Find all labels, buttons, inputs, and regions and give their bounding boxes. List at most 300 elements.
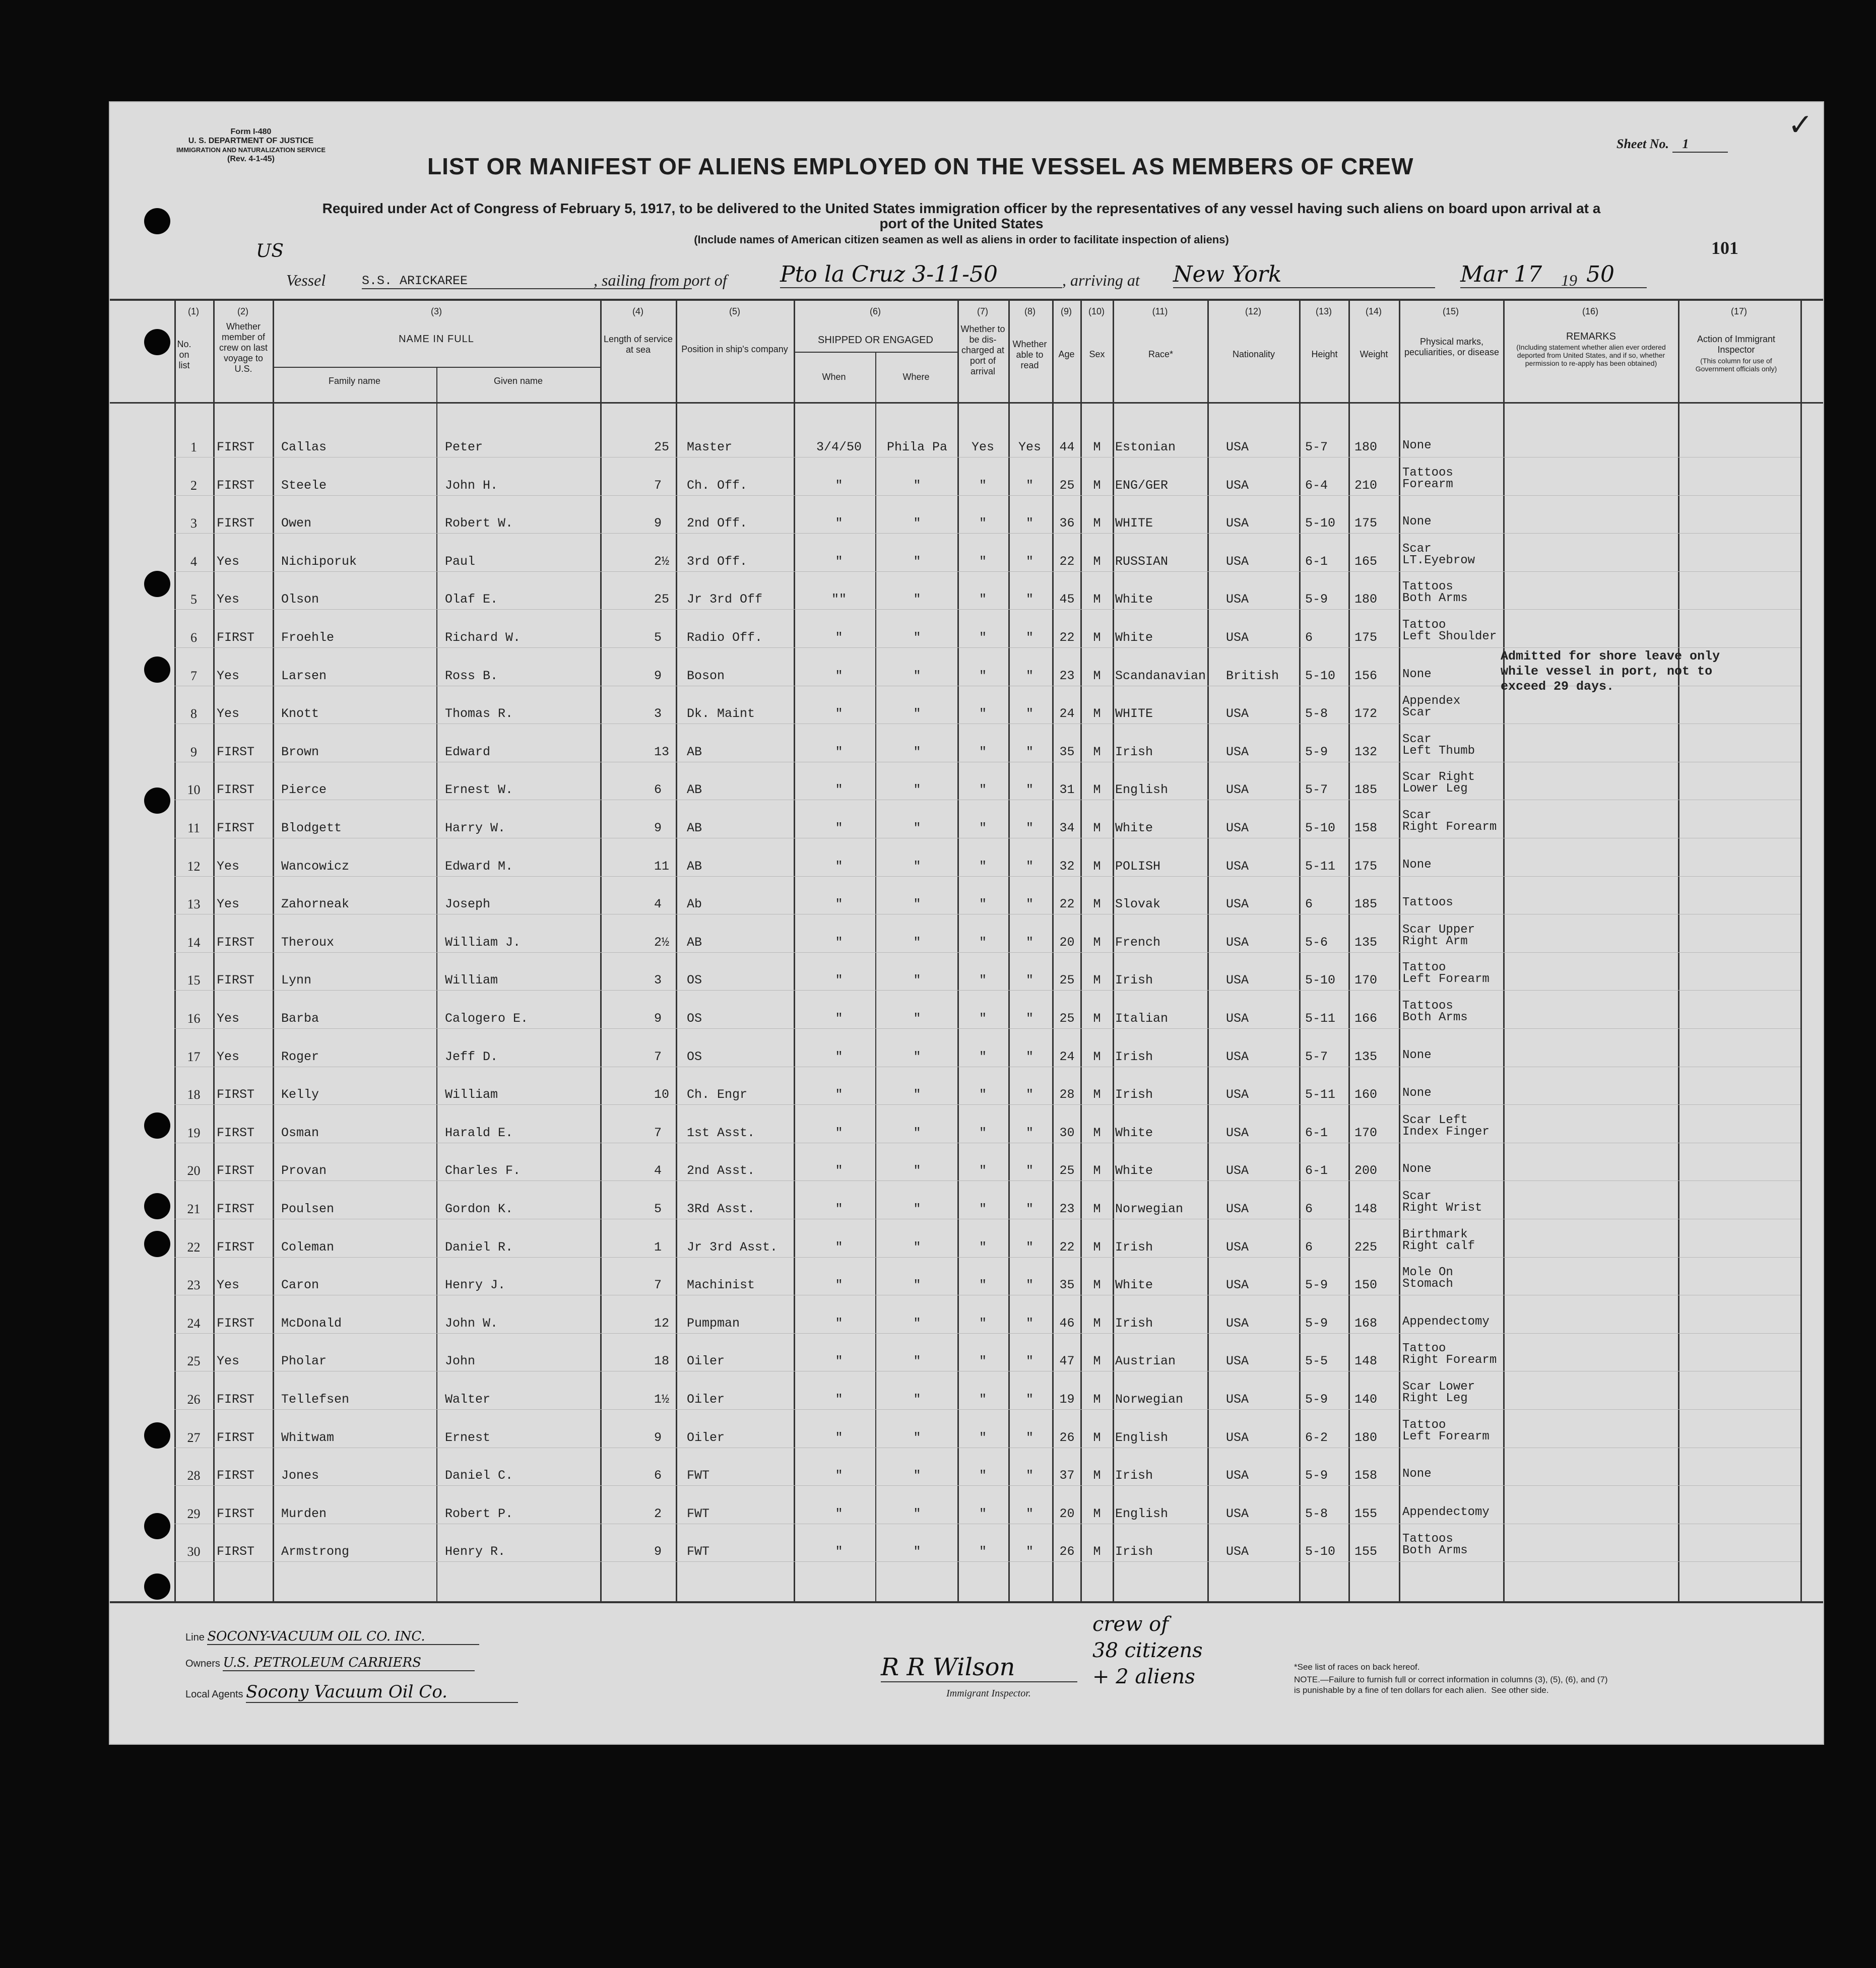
column-number: (2): [237, 306, 248, 316]
family-name-cell: Barba: [281, 1011, 319, 1026]
sex-cell: M: [1093, 1354, 1101, 1369]
service-length-cell: 9: [654, 1544, 662, 1559]
discharged-cell: ": [979, 1354, 987, 1369]
race-cell: French: [1115, 935, 1161, 950]
race-cell: White: [1115, 592, 1153, 607]
position-cell: AB: [687, 821, 702, 835]
age-cell: 24: [1059, 706, 1075, 721]
last-voyage-cell: FIRST: [217, 1239, 255, 1255]
row-number-cell: 4: [190, 554, 197, 569]
nationality-cell: USA: [1226, 744, 1249, 759]
height-cell: 5-9: [1305, 1316, 1328, 1331]
nationality-cell: USA: [1226, 554, 1249, 569]
column-number: (10): [1088, 306, 1105, 316]
family-name-cell: Brown: [281, 744, 319, 759]
able-to-read-cell: ": [1025, 1278, 1033, 1293]
last-voyage-cell: FIRST: [217, 1087, 255, 1102]
shipped-where-cell: ": [913, 1087, 921, 1102]
given-name-cell: Daniel R.: [445, 1239, 513, 1255]
column-rule: [676, 299, 677, 1603]
shipped-where-cell: ": [913, 592, 921, 607]
row-rule: [174, 609, 1800, 610]
shipped-when-cell: ": [835, 1049, 843, 1064]
age-cell: 25: [1059, 478, 1075, 493]
given-name-cell: Ernest: [445, 1430, 491, 1445]
given-name-cell: Thomas R.: [445, 706, 513, 721]
last-voyage-cell: FIRST: [217, 1506, 255, 1521]
height-cell: 6-4: [1305, 478, 1328, 493]
row-number-cell: 13: [187, 897, 201, 912]
age-cell: 46: [1059, 1316, 1075, 1331]
age-cell: 35: [1059, 744, 1075, 759]
discharged-cell: ": [979, 1430, 987, 1445]
age-cell: 37: [1059, 1468, 1075, 1483]
shipped-where-cell: ": [913, 897, 921, 912]
column-number: (3): [431, 306, 442, 316]
race-cell: Norwegian: [1115, 1202, 1184, 1216]
position-cell: FWT: [687, 1468, 710, 1483]
discharged-cell: ": [979, 1087, 987, 1102]
discharged-cell: ": [979, 1049, 987, 1064]
shipped-where-cell: ": [913, 1202, 921, 1216]
sex-cell: M: [1093, 516, 1101, 531]
family-name-cell: Whitwam: [281, 1430, 335, 1445]
weight-cell: 160: [1354, 1087, 1378, 1102]
last-voyage-cell: FIRST: [217, 973, 255, 988]
column-rule: [1348, 299, 1350, 1603]
last-voyage-cell: Yes: [217, 668, 240, 683]
position-cell: 1st Asst.: [687, 1125, 755, 1140]
row-number-cell: 23: [187, 1278, 201, 1293]
punch-hole: [144, 1231, 170, 1257]
race-cell: Irish: [1115, 744, 1153, 759]
position-cell: AB: [687, 782, 702, 798]
height-cell: 6: [1305, 1239, 1313, 1255]
row-rule: [174, 1104, 1800, 1105]
service-name: IMMIGRATION AND NATURALIZATION SERVICE: [176, 146, 326, 154]
family-name-cell: Olson: [281, 592, 319, 607]
shipped-where-cell: ": [913, 554, 921, 569]
nationality-cell: USA: [1226, 630, 1249, 645]
weight-cell: 155: [1354, 1506, 1378, 1521]
age-cell: 45: [1059, 592, 1075, 607]
punch-hole: [144, 1193, 170, 1219]
race-cell: Scandanavian: [1115, 668, 1206, 683]
discharged-cell: ": [979, 1316, 987, 1331]
department: U. S. DEPARTMENT OF JUSTICE: [188, 137, 314, 145]
position-cell: FWT: [687, 1544, 710, 1559]
shipped-when-cell: ": [835, 1011, 843, 1026]
sex-cell: M: [1093, 897, 1101, 912]
nationality-cell: USA: [1226, 859, 1249, 874]
physical-marks-cell: Scar Left Thumb: [1402, 732, 1475, 758]
nationality-cell: USA: [1226, 1125, 1249, 1140]
weight-cell: 170: [1354, 973, 1378, 988]
shipped-when-cell: ": [835, 1544, 843, 1559]
last-voyage-cell: FIRST: [217, 821, 255, 835]
given-name-cell: John: [445, 1354, 476, 1369]
col-header-position: Position in ship's company: [681, 344, 788, 354]
family-name-cell: Coleman: [281, 1239, 335, 1255]
discharged-cell: ": [979, 668, 987, 683]
shipped-when-cell: 3/4/50: [816, 440, 862, 454]
physical-marks-cell: Tattoos Both Arms: [1402, 1532, 1468, 1558]
height-cell: 5-8: [1305, 1506, 1328, 1521]
weight-cell: 180: [1354, 440, 1378, 454]
service-length-cell: 7: [654, 1278, 662, 1293]
service-length-cell: 3: [654, 973, 662, 988]
column-number: (4): [632, 306, 643, 316]
age-cell: 44: [1059, 440, 1075, 454]
height-cell: 6: [1305, 897, 1313, 912]
column-number: (5): [729, 306, 740, 316]
footer-agents-row: [185, 1682, 518, 1703]
physical-marks-cell: Scar Left Index Finger: [1402, 1113, 1490, 1139]
sex-cell: M: [1093, 821, 1101, 835]
sex-cell: M: [1093, 1392, 1101, 1407]
weight-cell: 158: [1354, 1468, 1378, 1483]
shipped-where-cell: ": [913, 1354, 921, 1369]
last-voyage-cell: FIRST: [217, 1430, 255, 1445]
punch-hole: [144, 1112, 170, 1139]
sex-cell: M: [1093, 973, 1101, 988]
col-header-action: Action of Immigrant Inspector: [1697, 334, 1776, 355]
given-name-cell: William: [445, 1087, 498, 1102]
sex-cell: M: [1093, 1544, 1101, 1559]
physical-marks-cell: Scar Lower Right Leg: [1402, 1380, 1475, 1405]
height-cell: 5-9: [1305, 592, 1328, 607]
col-header-remarks-sub: (Including statement whether alien ever ordered deported from United States, and if so, whether permission to re-apply has been obtained): [1516, 343, 1666, 367]
family-name-cell: Tellefsen: [281, 1392, 350, 1407]
position-cell: 3Rd Asst.: [687, 1202, 755, 1216]
weight-cell: 210: [1354, 478, 1378, 493]
races-note: *See list of races on back hereof.: [1294, 1662, 1420, 1672]
col-header-family: Family name: [328, 376, 381, 386]
position-cell: Boson: [687, 668, 725, 683]
row-rule: [174, 1409, 1800, 1410]
given-name-cell: Henry J.: [445, 1278, 506, 1293]
page-number: 101: [1711, 238, 1738, 258]
weight-cell: 150: [1354, 1278, 1378, 1293]
race-cell: WHITE: [1115, 706, 1153, 721]
able-to-read-cell: ": [1025, 1468, 1033, 1483]
given-name-cell: Daniel C.: [445, 1468, 513, 1483]
age-cell: 20: [1059, 1506, 1075, 1521]
height-cell: 5-9: [1305, 1468, 1328, 1483]
family-name-cell: Lynn: [281, 973, 312, 988]
position-cell: Oiler: [687, 1392, 725, 1407]
last-voyage-cell: FIRST: [217, 1125, 255, 1140]
col-header-discharged: Whether to be dis-charged at port of arrival: [960, 324, 1005, 376]
column-number: (17): [1730, 306, 1747, 316]
position-cell: OS: [687, 1049, 702, 1064]
physical-marks-cell: None: [1402, 1162, 1432, 1176]
sheet-label: Sheet No.: [1616, 137, 1669, 151]
family-name-cell: Theroux: [281, 935, 335, 950]
discharged-cell: ": [979, 706, 987, 721]
position-cell: Ch. Off.: [687, 478, 748, 493]
shipped-when-cell: ": [835, 1430, 843, 1445]
column-rule: [600, 299, 602, 1603]
shipped-where-cell: ": [913, 1049, 921, 1064]
shipped-when-cell: ": [835, 744, 843, 759]
family-name-cell: Larsen: [281, 668, 327, 683]
weight-cell: 185: [1354, 897, 1378, 912]
shipped-when-cell: ": [835, 1316, 843, 1331]
sex-cell: M: [1093, 1278, 1101, 1293]
race-cell: White: [1115, 1125, 1153, 1140]
able-to-read-cell: ": [1025, 821, 1033, 835]
shipped-where-cell: ": [913, 516, 921, 531]
column-number: (16): [1582, 306, 1598, 316]
row-number-cell: 17: [187, 1049, 201, 1064]
row-rule: [174, 647, 1800, 648]
weight-cell: 180: [1354, 592, 1378, 607]
column-number: (12): [1245, 306, 1261, 316]
sex-cell: M: [1093, 744, 1101, 759]
discharged-cell: ": [979, 1163, 987, 1178]
shipped-when-cell: "": [831, 592, 847, 607]
position-cell: FWT: [687, 1506, 710, 1521]
given-name-cell: Richard W.: [445, 630, 521, 645]
given-name-cell: Edward: [445, 744, 491, 759]
service-length-cell: 18: [654, 1354, 670, 1369]
row-rule: [174, 990, 1800, 991]
column-number: (11): [1152, 306, 1168, 316]
physical-marks-cell: Tattoos Both Arms: [1402, 999, 1468, 1024]
given-name-cell: Henry R.: [445, 1544, 506, 1559]
position-cell: AB: [687, 744, 702, 759]
height-cell: 5-10: [1305, 973, 1336, 988]
row-number-cell: 25: [187, 1354, 201, 1369]
sex-cell: M: [1093, 1430, 1101, 1445]
requirement-line-1: Required under Act of Congress of February 5, 1917, to be delivered to the United States immigration officer by the representatives of any vessel having such aliens on board upon arrival at a: [322, 201, 1601, 216]
row-rule: [174, 495, 1800, 496]
service-length-cell: 10: [654, 1087, 670, 1102]
able-to-read-cell: Yes: [1018, 440, 1041, 454]
row-rule: [174, 876, 1800, 877]
given-name-cell: Olaf E.: [445, 592, 498, 607]
race-cell: Estonian: [1115, 440, 1176, 454]
shipped-where-cell: ": [913, 782, 921, 798]
shipped-where-cell: ": [913, 1163, 921, 1178]
discharged-cell: Yes: [971, 440, 994, 454]
nationality-cell: USA: [1226, 1506, 1249, 1521]
service-length-cell: 2½: [654, 935, 670, 950]
col-header-last-voyage: Whether member of crew on last voyage to U.S.: [219, 321, 268, 374]
discharged-cell: ": [979, 1278, 987, 1293]
weight-cell: 180: [1354, 1430, 1378, 1445]
sex-cell: M: [1093, 1049, 1101, 1064]
position-cell: 2nd Asst.: [687, 1163, 755, 1178]
physical-marks-cell: None: [1402, 1086, 1432, 1100]
shipped-where-cell: ": [913, 935, 921, 950]
arriving-port: New York: [1173, 261, 1435, 288]
able-to-read-cell: ": [1025, 706, 1033, 721]
col-header-age: Age: [1058, 349, 1075, 359]
given-name-cell: Gordon K.: [445, 1202, 513, 1216]
row-number-cell: 7: [190, 668, 197, 683]
col-header-action-sub: (This column for use of Government officials only): [1695, 357, 1777, 373]
age-cell: 19: [1059, 1392, 1075, 1407]
last-voyage-cell: FIRST: [217, 630, 255, 645]
discharged-cell: ": [979, 1202, 987, 1216]
age-cell: 22: [1059, 897, 1075, 912]
punch-hole: [144, 1573, 170, 1600]
shipped-where-cell: Phila Pa: [886, 440, 948, 454]
column-rule: [1080, 299, 1082, 1603]
family-name-cell: Roger: [281, 1049, 319, 1064]
position-cell: OS: [687, 1011, 702, 1026]
column-number: (1): [188, 306, 199, 316]
position-cell: 2nd Off.: [687, 516, 748, 531]
shipped-when-cell: ": [835, 935, 843, 950]
sex-cell: M: [1093, 706, 1101, 721]
weight-cell: 200: [1354, 1163, 1378, 1178]
column-rule: [1008, 299, 1010, 1603]
height-cell: 5-8: [1305, 706, 1328, 721]
row-number-cell: 11: [187, 821, 201, 835]
discharged-cell: ": [979, 592, 987, 607]
sex-cell: M: [1093, 1087, 1101, 1102]
nationality-cell: USA: [1226, 1049, 1249, 1064]
race-cell: Italian: [1115, 1011, 1169, 1026]
discharged-cell: ": [979, 859, 987, 874]
able-to-read-cell: ": [1025, 973, 1033, 988]
family-name-cell: Nichiporuk: [281, 554, 357, 569]
weight-cell: 170: [1354, 1125, 1378, 1140]
shipped-where-cell: ": [913, 1278, 921, 1293]
punch-hole: [144, 1422, 170, 1449]
sailing-label: , sailing from port of: [594, 271, 727, 289]
nationality-cell: USA: [1226, 1278, 1249, 1293]
race-cell: WHITE: [1115, 516, 1153, 531]
able-to-read-cell: ": [1025, 1506, 1033, 1521]
weight-cell: 165: [1354, 554, 1378, 569]
include-note: (Include names of American citizen seamen as well as aliens in order to facilitate inspection of aliens): [694, 233, 1229, 246]
given-name-cell: Robert P.: [445, 1506, 513, 1521]
service-length-cell: 1½: [654, 1392, 670, 1407]
shipped-when-cell: ": [835, 1087, 843, 1102]
able-to-read-cell: ": [1025, 935, 1033, 950]
shipped-when-cell: ": [835, 478, 843, 493]
family-name-cell: Owen: [281, 516, 312, 531]
page-title: LIST OR MANIFEST OF ALIENS EMPLOYED ON THE VESSEL AS MEMBERS OF CREW: [427, 153, 1414, 179]
age-cell: 32: [1059, 859, 1075, 874]
discharged-cell: ": [979, 744, 987, 759]
physical-marks-cell: None: [1402, 515, 1432, 529]
row-number-cell: 14: [187, 935, 201, 950]
age-cell: 30: [1059, 1125, 1075, 1140]
family-name-cell: Pholar: [281, 1354, 327, 1369]
column-rule: [1678, 299, 1679, 1603]
owners-label: Owners: [185, 1658, 220, 1669]
discharged-cell: ": [979, 821, 987, 835]
position-cell: AB: [687, 859, 702, 874]
col-header-race: Race*: [1148, 349, 1174, 359]
given-name-cell: Charles F.: [445, 1163, 521, 1178]
physical-marks-cell: Birthmark Right calf: [1402, 1227, 1475, 1253]
family-name-cell: Armstrong: [281, 1544, 350, 1559]
discharged-cell: ": [979, 1544, 987, 1559]
nationality-cell: USA: [1226, 1468, 1249, 1483]
weight-cell: 158: [1354, 821, 1378, 835]
weight-cell: 135: [1354, 1049, 1378, 1064]
row-number-cell: 22: [187, 1239, 201, 1255]
column-number: (14): [1365, 306, 1382, 316]
given-name-cell: Ernest W.: [445, 782, 513, 798]
inspector-label: Immigrant Inspector.: [946, 1688, 1031, 1699]
shipped-where-cell: ": [913, 668, 921, 683]
column-rule: [1503, 299, 1505, 1603]
footer-line-row: [185, 1629, 479, 1645]
column-rule: [1299, 299, 1301, 1603]
sex-cell: M: [1093, 782, 1101, 798]
able-to-read-cell: ": [1025, 1202, 1033, 1216]
sex-cell: M: [1093, 1011, 1101, 1026]
race-cell: White: [1115, 1278, 1153, 1293]
able-to-read-cell: ": [1025, 1544, 1033, 1559]
position-cell: Pumpman: [687, 1316, 740, 1331]
family-name-cell: Zahorneak: [281, 897, 350, 912]
sheet-number-block: [1616, 137, 1728, 153]
last-voyage-cell: FIRST: [217, 478, 255, 493]
family-name-cell: Callas: [281, 440, 327, 454]
service-length-cell: 9: [654, 516, 662, 531]
sex-cell: M: [1093, 440, 1101, 454]
physical-marks-cell: Tattoo Right Forearm: [1402, 1342, 1497, 1367]
sex-cell: M: [1093, 554, 1101, 569]
physical-marks-cell: Appendex Scar: [1402, 694, 1461, 720]
height-cell: 6-2: [1305, 1430, 1328, 1445]
column-number: (7): [977, 306, 988, 316]
family-name-cell: Kelly: [281, 1087, 319, 1102]
sex-cell: M: [1093, 1239, 1101, 1255]
column-rule: [1052, 299, 1054, 1603]
given-name-cell: Harry W.: [445, 821, 506, 835]
weight-cell: 175: [1354, 630, 1378, 645]
height-cell: 5-5: [1305, 1354, 1328, 1369]
col-header-service: Length of service at sea: [603, 334, 673, 355]
physical-marks-cell: Mole On Stomach: [1402, 1266, 1453, 1291]
requirement-line-2: port of the United States: [879, 216, 1044, 231]
shipped-when-cell: ": [835, 706, 843, 721]
shipped-where-cell: ": [913, 744, 921, 759]
given-name-cell: Paul: [445, 554, 476, 569]
row-number-cell: 6: [190, 630, 197, 645]
shipped-when-cell: ": [835, 973, 843, 988]
age-cell: 22: [1059, 630, 1075, 645]
nationality-cell: USA: [1226, 1239, 1249, 1255]
race-cell: White: [1115, 1163, 1153, 1178]
age-cell: 20: [1059, 935, 1075, 950]
row-rule: [174, 533, 1800, 534]
row-number-cell: 12: [187, 859, 201, 874]
shipped-where-cell: ": [913, 821, 921, 835]
sex-cell: M: [1093, 1316, 1101, 1331]
last-voyage-cell: FIRST: [217, 1202, 255, 1216]
shipped-when-cell: ": [835, 821, 843, 835]
height-cell: 5-7: [1305, 782, 1328, 798]
family-name-cell: Poulsen: [281, 1202, 335, 1216]
shipped-where-cell: ": [913, 1544, 921, 1559]
race-cell: English: [1115, 1430, 1169, 1445]
column-rule: [1207, 299, 1209, 1603]
column-number: (8): [1024, 306, 1036, 316]
row-number-cell: 9: [190, 744, 197, 759]
height-cell: 5-7: [1305, 440, 1328, 454]
family-name-cell: Caron: [281, 1278, 319, 1293]
